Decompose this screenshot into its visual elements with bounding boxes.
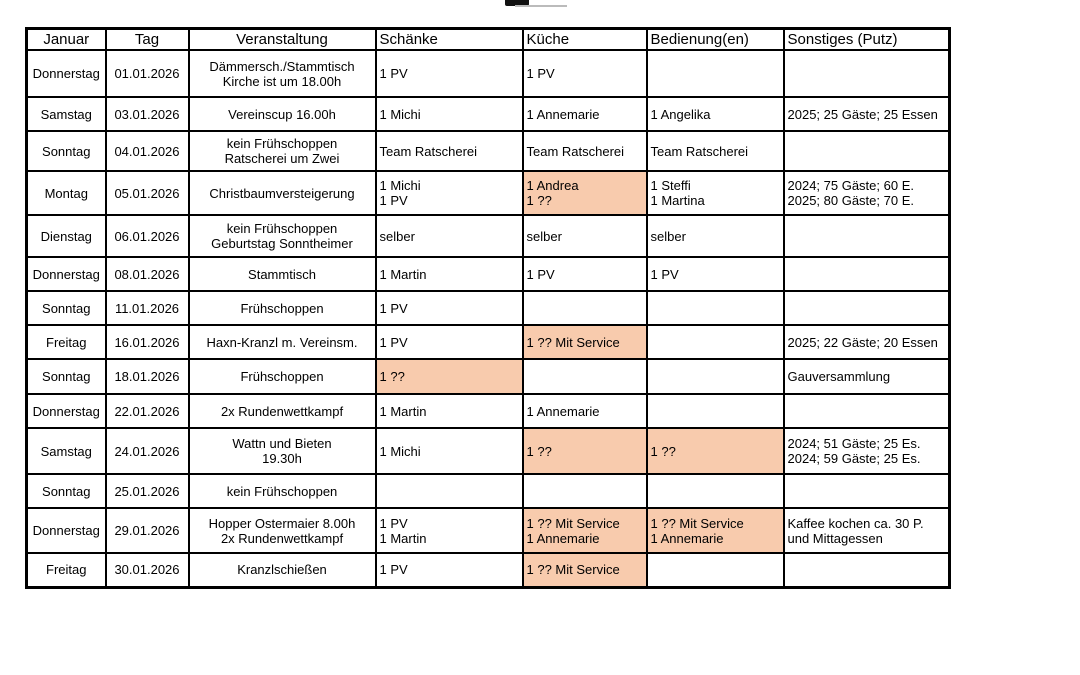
schaenke-line: 1 PV xyxy=(379,193,408,208)
kueche-cell xyxy=(523,257,647,291)
table-row xyxy=(27,257,950,291)
sonstiges-cell xyxy=(784,257,950,291)
sonstiges-cell xyxy=(784,50,950,97)
date-cell: 24.01.2026 xyxy=(106,428,189,474)
schaenke-line: 1 ?? xyxy=(379,369,405,384)
date-cell: 30.01.2026 xyxy=(106,553,189,587)
date-cell: 08.01.2026 xyxy=(106,257,189,291)
event-line: Ratscherei um Zwei xyxy=(224,151,340,166)
kueche-line: Team Ratscherei xyxy=(526,143,625,159)
column-header-bedienungen: Bedienung(en) xyxy=(647,29,784,51)
weekday-cell: Sonntag xyxy=(27,131,106,171)
schaenke-cell xyxy=(376,291,523,325)
schaenke-cell xyxy=(376,171,523,215)
bedienung-cell xyxy=(647,474,784,508)
table-row xyxy=(27,325,950,359)
date-cell: 16.01.2026 xyxy=(106,325,189,359)
table-row xyxy=(27,428,950,474)
schaenke-line: 1 Martin xyxy=(379,403,427,419)
weekday-cell: Donnerstag xyxy=(27,257,106,291)
event-cell xyxy=(189,257,376,291)
kueche-line: 1 ?? Mit Service xyxy=(526,562,620,578)
weekday-cell: Freitag xyxy=(27,553,106,587)
kueche-cell xyxy=(523,508,647,553)
event-cell xyxy=(189,50,376,97)
kueche-line: selber xyxy=(526,228,562,244)
kueche-cell xyxy=(523,291,647,325)
kueche-line: 1 PV xyxy=(526,66,555,81)
schaenke-line: 1 Michi xyxy=(379,443,421,459)
duty-roster-table xyxy=(25,27,951,589)
event-line: 2x Rundenwettkampf xyxy=(220,530,344,546)
schaenke-cell xyxy=(376,508,523,553)
date-cell: 29.01.2026 xyxy=(106,508,189,553)
kueche-cell xyxy=(523,171,647,215)
event-line: Geburtstag Sonntheimer xyxy=(211,236,353,251)
event-line: kein Frühschoppen xyxy=(226,221,338,236)
event-line: Hopper Ostermaier 8.00h xyxy=(208,515,356,531)
weekday-cell: Sonntag xyxy=(27,359,106,394)
schaenke-line: 1 Michi xyxy=(379,178,421,193)
bedienung-line: 1 Steffi xyxy=(650,178,691,193)
column-header-schaenke: Schänke xyxy=(376,29,523,51)
kueche-line: 1 Andrea xyxy=(526,178,579,193)
column-header-sonstiges-putz: Sonstiges (Putz) xyxy=(784,29,950,51)
schaenke-cell xyxy=(376,257,523,291)
event-cell xyxy=(189,359,376,394)
bedienung-cell xyxy=(647,428,784,474)
sonstiges-cell xyxy=(784,508,950,553)
cropped-title-underline xyxy=(515,5,567,7)
kueche-line: 1 ?? xyxy=(526,193,552,208)
sonstiges-cell xyxy=(784,131,950,171)
schaenke-cell xyxy=(376,359,523,394)
kueche-cell xyxy=(523,325,647,359)
table-row xyxy=(27,131,950,171)
kueche-cell xyxy=(523,97,647,131)
bedienung-cell xyxy=(647,97,784,131)
sonstiges-line: 2024; 51 Gäste; 25 Es. xyxy=(787,436,921,451)
bedienung-cell xyxy=(647,257,784,291)
schaenke-line: 1 Martin xyxy=(379,530,427,546)
bedienung-cell xyxy=(647,394,784,428)
bedienung-line: Team Ratscherei xyxy=(650,143,749,159)
event-line: 2x Rundenwettkampf xyxy=(220,403,344,419)
kueche-line: 1 Annemarie xyxy=(526,106,600,122)
kueche-line: 1 Annemarie xyxy=(526,403,600,419)
sonstiges-line: Kaffee kochen ca. 30 P. xyxy=(787,515,924,531)
bedienung-cell xyxy=(647,291,784,325)
event-cell xyxy=(189,97,376,131)
table-row xyxy=(27,97,950,131)
event-line: kein Frühschoppen xyxy=(226,483,338,499)
event-line: Dämmersch./Stammtisch xyxy=(209,58,355,74)
cropped-title-fragment xyxy=(505,0,575,8)
kueche-line: 1 Annemarie xyxy=(526,530,600,546)
sonstiges-line: 2025; 80 Gäste; 70 E. xyxy=(787,193,914,208)
schaenke-line: selber xyxy=(379,228,415,244)
schaenke-cell xyxy=(376,131,523,171)
date-cell: 04.01.2026 xyxy=(106,131,189,171)
column-header-kueche: Küche xyxy=(523,29,647,51)
schaenke-cell xyxy=(376,474,523,508)
schaenke-cell xyxy=(376,428,523,474)
sonstiges-cell xyxy=(784,171,950,215)
sonstiges-cell xyxy=(784,474,950,508)
event-line: Frühschoppen xyxy=(240,369,324,384)
weekday-cell: Samstag xyxy=(27,428,106,474)
event-line: Kirche ist um 18.00h xyxy=(222,73,342,89)
schaenke-line: 1 PV xyxy=(379,66,408,81)
sonstiges-line: 2024; 75 Gäste; 60 E. xyxy=(787,178,914,193)
event-line: Christbaumversteigerung xyxy=(209,185,355,201)
event-cell xyxy=(189,474,376,508)
event-line: Stammtisch xyxy=(248,266,316,282)
sonstiges-cell xyxy=(784,325,950,359)
weekday-cell: Donnerstag xyxy=(27,508,106,553)
bedienung-cell xyxy=(647,215,784,257)
header-row xyxy=(27,29,950,51)
table-row xyxy=(27,291,950,325)
kueche-cell xyxy=(523,474,647,508)
schaenke-line: 1 Martin xyxy=(379,266,427,282)
date-cell: 22.01.2026 xyxy=(106,394,189,428)
event-cell xyxy=(189,171,376,215)
bedienung-cell xyxy=(647,553,784,587)
schaenke-cell xyxy=(376,50,523,97)
sonstiges-cell xyxy=(784,553,950,587)
event-line: 19.30h xyxy=(262,451,302,466)
sonstiges-line: und Mittagessen xyxy=(787,530,883,546)
table-row xyxy=(27,553,950,587)
schaenke-cell xyxy=(376,215,523,257)
schaenke-cell xyxy=(376,394,523,428)
sonstiges-cell xyxy=(784,428,950,474)
weekday-cell: Montag xyxy=(27,171,106,215)
schaenke-line: Team Ratscherei xyxy=(379,143,478,159)
bedienung-line: 1 ?? xyxy=(650,443,676,459)
kueche-line: 1 ?? Mit Service xyxy=(526,334,620,350)
bedienung-line: 1 PV xyxy=(650,266,679,282)
sonstiges-cell xyxy=(784,97,950,131)
schaenke-line: 1 Michi xyxy=(379,106,421,122)
schaenke-cell xyxy=(376,553,523,587)
schaenke-line: 1 PV xyxy=(379,300,408,316)
kueche-cell xyxy=(523,131,647,171)
date-cell: 03.01.2026 xyxy=(106,97,189,131)
event-line: Frühschoppen xyxy=(240,300,324,316)
kueche-line: 1 ?? xyxy=(526,443,552,459)
column-header-veranstaltung: Veranstaltung xyxy=(189,29,376,51)
kueche-cell xyxy=(523,215,647,257)
table-row xyxy=(27,508,950,553)
event-line: kein Frühschoppen xyxy=(226,136,338,151)
schaenke-line: 1 PV xyxy=(379,562,408,578)
bedienung-line: 1 Annemarie xyxy=(650,530,724,546)
weekday-cell: Donnerstag xyxy=(27,394,106,428)
column-header-tag: Tag xyxy=(106,29,189,51)
event-cell xyxy=(189,291,376,325)
sonstiges-line: Gauversammlung xyxy=(787,369,891,384)
event-line: Haxn-Kranzl m. Vereinsm. xyxy=(206,334,358,350)
bedienung-line: selber xyxy=(650,228,686,244)
weekday-cell: Samstag xyxy=(27,97,106,131)
event-line: Vereinscup 16.00h xyxy=(228,106,336,122)
bedienung-cell xyxy=(647,50,784,97)
weekday-cell: Freitag xyxy=(27,325,106,359)
sonstiges-cell xyxy=(784,215,950,257)
kueche-cell xyxy=(523,359,647,394)
bedienung-cell xyxy=(647,508,784,553)
bedienung-cell xyxy=(647,171,784,215)
schaenke-cell xyxy=(376,325,523,359)
bedienung-cell xyxy=(647,131,784,171)
schaenke-line: 1 PV xyxy=(379,334,408,350)
bedienung-cell xyxy=(647,325,784,359)
date-cell: 06.01.2026 xyxy=(106,215,189,257)
date-cell: 05.01.2026 xyxy=(106,171,189,215)
weekday-cell: Dienstag xyxy=(27,215,106,257)
table-row xyxy=(27,394,950,428)
event-cell xyxy=(189,428,376,474)
kueche-cell xyxy=(523,50,647,97)
schaenke-cell xyxy=(376,97,523,131)
event-line: Wattn und Bieten xyxy=(232,436,332,451)
kueche-line: 1 PV xyxy=(526,266,555,282)
date-cell: 11.01.2026 xyxy=(106,291,189,325)
sonstiges-line: 2025; 22 Gäste; 20 Essen xyxy=(787,334,938,350)
sonstiges-line: 2024; 59 Gäste; 25 Es. xyxy=(787,451,921,466)
bedienung-line: 1 Martina xyxy=(650,193,705,208)
event-line: Kranzlschießen xyxy=(237,562,327,578)
table-row xyxy=(27,215,950,257)
date-cell: 18.01.2026 xyxy=(106,359,189,394)
kueche-cell xyxy=(523,394,647,428)
bedienung-cell xyxy=(647,359,784,394)
event-cell xyxy=(189,394,376,428)
weekday-cell: Sonntag xyxy=(27,291,106,325)
bedienung-line: 1 ?? Mit Service xyxy=(650,515,744,531)
sonstiges-cell xyxy=(784,291,950,325)
kueche-cell xyxy=(523,428,647,474)
sonstiges-cell xyxy=(784,359,950,394)
table-row xyxy=(27,474,950,508)
event-cell xyxy=(189,553,376,587)
event-cell xyxy=(189,325,376,359)
kueche-cell xyxy=(523,553,647,587)
weekday-cell: Sonntag xyxy=(27,474,106,508)
bedienung-line: 1 Angelika xyxy=(650,106,711,122)
event-cell xyxy=(189,131,376,171)
event-cell xyxy=(189,215,376,257)
sonstiges-line: 2025; 25 Gäste; 25 Essen xyxy=(787,106,938,122)
date-cell: 25.01.2026 xyxy=(106,474,189,508)
table-row xyxy=(27,171,950,215)
weekday-cell: Donnerstag xyxy=(27,50,106,97)
kueche-line: 1 ?? Mit Service xyxy=(526,515,620,531)
table-body xyxy=(27,50,950,587)
table-row xyxy=(27,50,950,97)
schaenke-line: 1 PV xyxy=(379,515,408,531)
table-row xyxy=(27,359,950,394)
sonstiges-cell xyxy=(784,394,950,428)
date-cell: 01.01.2026 xyxy=(106,50,189,97)
column-header-januar: Januar xyxy=(27,29,106,51)
event-cell xyxy=(189,508,376,553)
